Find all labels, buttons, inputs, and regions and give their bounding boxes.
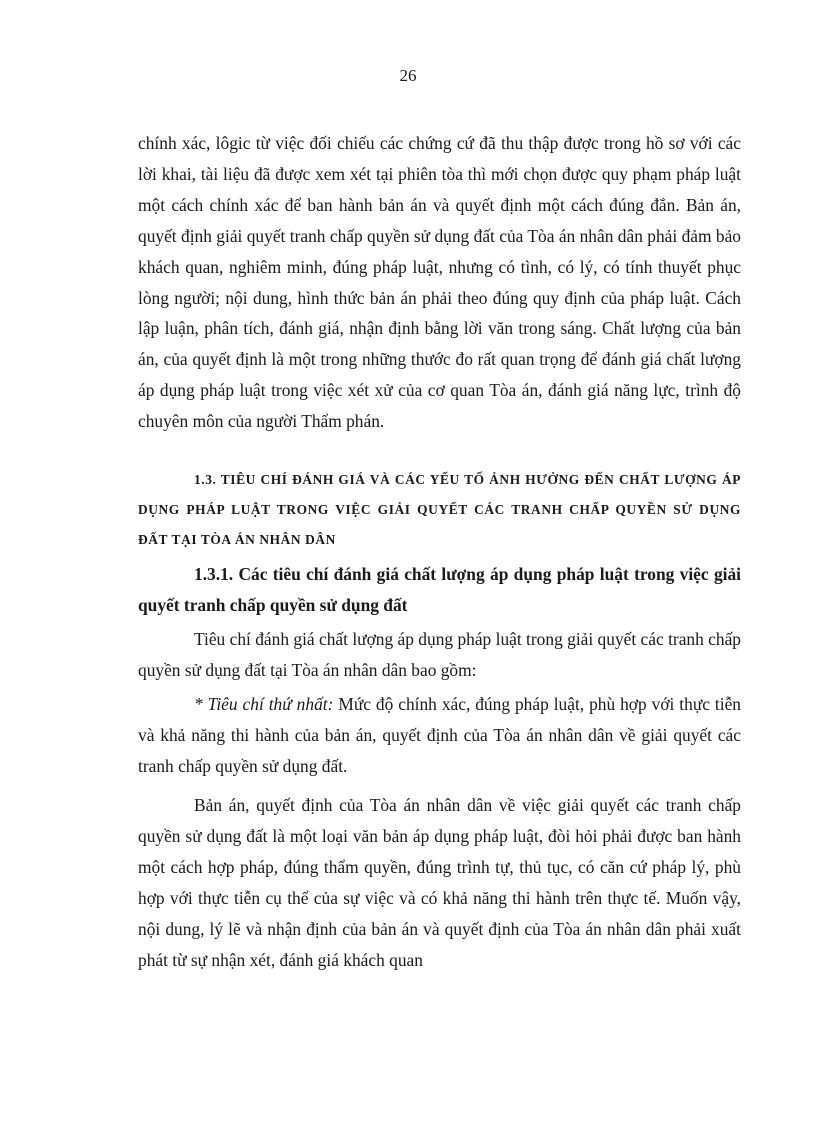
body-paragraph-4: Bản án, quyết định của Tòa án nhân dân về việc giải quyết các tranh chấp quyền sử dụng đất là một loại văn bản áp dụng pháp luật, đòi hỏi phải được ban hành một cách hợp pháp, đúng thẩm quyền, đúng trình tự, thủ tục, có căn cứ pháp lý, phù hợp với thực tiễn cụ thể của sự việc và có khả năng thi hành trên thực tế. Muốn vậy, nội dung, lý lẽ và nhận định của bản án và quyết định của Tòa án nhân dân phải xuất phát từ sự nhận xét, đánh giá khách quan: [138, 795, 741, 970]
page-body: [138, 128, 741, 976]
body-paragraph-2: Tiêu chí đánh giá chất lượng áp dụng pháp luật trong giải quyết các tranh chấp quyền sử dụng đất tại Tòa án nhân dân bao gồm:: [138, 628, 741, 680]
page-number: 26: [399, 66, 417, 85]
body-paragraph-3: [138, 689, 741, 782]
subsection-heading-1-3-1: 1.3.1. Các tiêu chí đánh giá chất lượng áp dụng pháp luật trong việc giải quyết tranh chấp quyền sử dụng đất: [138, 564, 741, 615]
section-heading-1-3: 1.3. TIÊU CHÍ ĐÁNH GIÁ VÀ CÁC YẾU TỐ ẢNH HƯỞNG ĐẾN CHẤT LƯỢNG ÁP DỤNG PHÁP LUẬT TRONG VIỆC GIẢI QUYẾT CÁC TRANH CHẤP QUYỀN SỬ DỤNG ĐẤT TẠI TÒA ÁN NHÂN DÂN: [138, 472, 741, 548]
criterion-lead: * Tiêu chí thứ nhất:: [194, 693, 334, 714]
body-paragraph-1: chính xác, lôgic từ việc đối chiếu các chứng cứ đã thu thập được trong hồ sơ với các lời khai, tài liệu đã được xem xét tại phiên tòa thì mới chọn được quy phạm pháp luật một cách chính xác để ban hành bản án và quyết định một cách đúng đắn. Bản án, quyết định giải quyết tranh chấp quyền sử dụng đất của Tòa án nhân dân phải đảm bảo khách quan, nghiêm minh, đúng pháp luật, nhưng có tình, có lý, có tính thuyết phục lòng người; nội dung, hình thức bản án phải theo đúng quy định của pháp luật. Cách lập luận, phân tích, đánh giá, nhận định bằng lời văn trong sáng. Chất lượng của bản án, của quyết định là một trong những thước đo rất quan trọng để đánh giá chất lượng áp dụng pháp luật trong việc xét xử của cơ quan Tòa án, đánh giá năng lực, trình độ chuyên môn của người Thẩm phán.: [138, 133, 741, 432]
criterion-body: Mức độ chính xác, đúng pháp luật, phù hợp với thực tiễn và khả năng thi hành của bản án, quyết định của Tòa án nhân dân về giải quyết các tranh chấp quyền sử dụng đất.: [138, 693, 741, 776]
